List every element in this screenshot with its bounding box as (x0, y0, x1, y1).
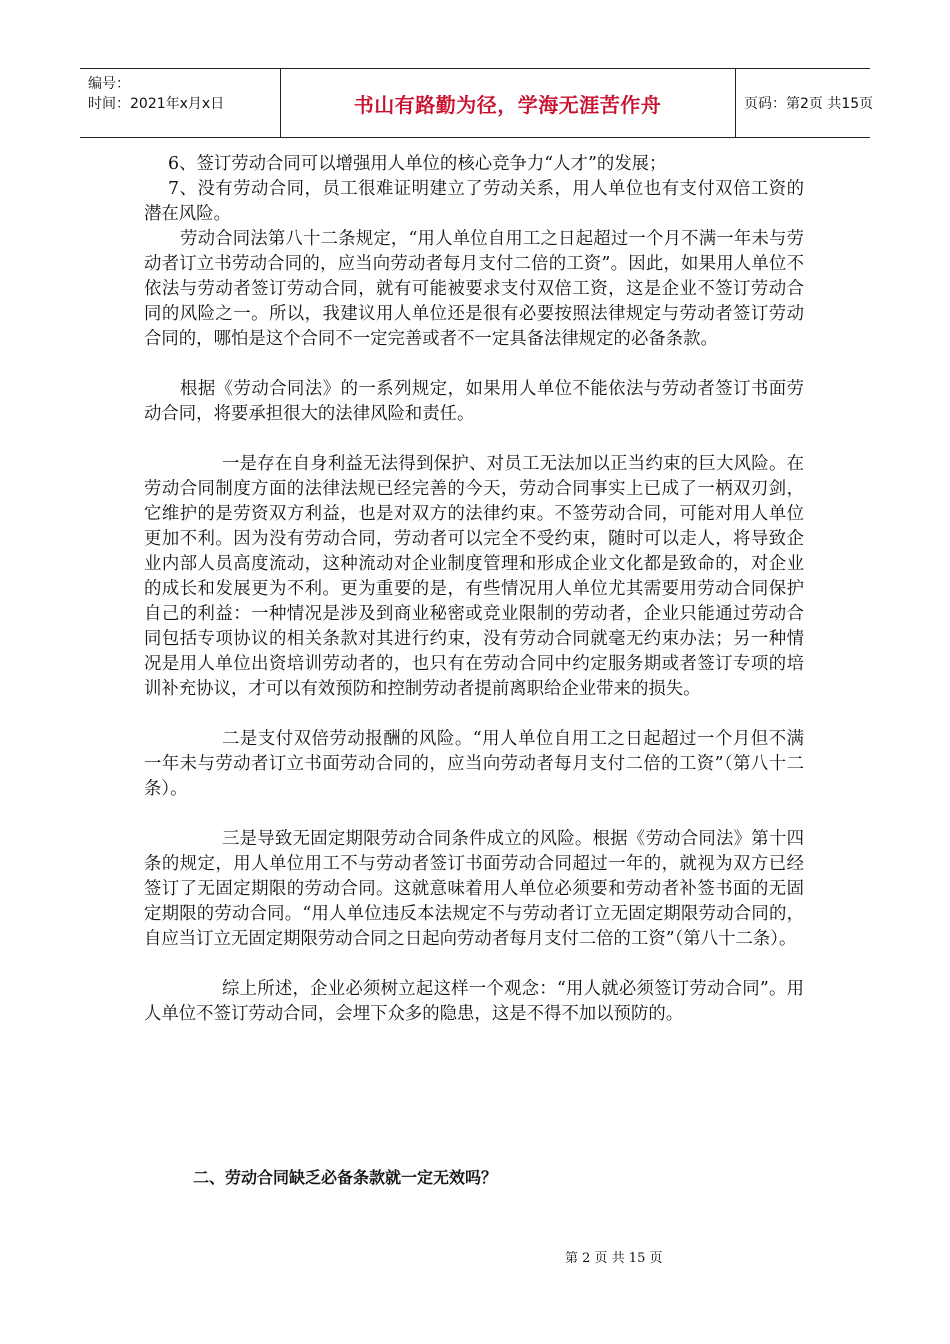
paragraph-risk-three: 三是导致无固定期限劳动合同条件成立的风险。根据《劳动合同法》第十四条的规定，用人单位用工不与劳动者签订书面劳动合同超过一年的，就视为双方已经签订了无固定期限的劳动合同。这就意味着用人单位必须要和劳动者补签书面的无固定期限的劳动合同。“用人单位违反本法规定不与劳动者订立无固定期限劳动合同的，自应当订立无固定期限劳动合同之日起向劳动者每月支付二倍的工资”（第八十二条）。 (144, 829, 804, 949)
paragraph-article-82: 劳动合同法第八十二条规定，“用人单位自用工之日起超过一个月不满一年未与劳动者订立书劳动合同的，应当向劳动者每月支付二倍的工资”。因此，如果用人单位不依法与劳动者签订劳动合同，就有可能被要求支付双倍工资，这是企业不签订劳动合同的风险之一。所以，我建议用人单位还是很有必要按照法律规定与劳动者签订劳动合同的，哪怕是这个合同不一定完善或者不一定具备法律规定的必备条款。 (144, 229, 804, 349)
list-item-6: 6、签订劳动合同可以增强用人单位的核心竞争力“人才”的发展； (168, 154, 667, 174)
header-page-cell (736, 69, 874, 137)
section-heading: 二、劳动合同缺乏必备条款就一定无效吗？ (193, 1168, 498, 1187)
page-footer: 第 2 页 共 15 页 (565, 1251, 663, 1266)
header-motto-cell (280, 69, 736, 137)
page-header (80, 68, 874, 138)
list-item-7: 7、没有劳动合同，员工很难证明建立了劳动关系，用人单位也有支付双倍工资的潜在风险。 (144, 179, 804, 224)
header-page-number: 页码：第2页 共15页 (744, 96, 874, 112)
document-date-label: 时间：2021年x月x日 (88, 96, 225, 112)
header-info-cell (80, 69, 281, 137)
header-motto: 书山有路勤为径，学海无涯苦作舟 (353, 92, 662, 117)
document-number-label: 编号： (88, 76, 130, 92)
paragraph-risk-one: 一是存在自身利益无法得到保护、对员工无法加以正当约束的巨大风险。在劳动合同制度方面的法律法规已经完善的今天，劳动合同事实上已成了一柄双刃剑，它维护的是劳资双方利益，也是对双方的法律约束。不签劳动合同，可能对用人单位更加不利。因为没有劳动合同，劳动者可以完全不受约束，随时可以走人，将导致企业内部人员高度流动，这种流动对企业制度管理和形成企业文化都是致命的，对企业的成长和发展更为不利。更为重要的是，有些情况用人单位尤其需要用劳动合同保护自己的利益：一种情况是涉及到商业秘密或竞业限制的劳动者，企业只能通过劳动合同包括专项协议的相关条款对其进行约束，没有劳动合同就毫无约束办法；另一种情况是用人单位出资培训劳动者的，也只有在劳动合同中约定服务期或者签订专项的培训补充协议，才可以有效预防和控制劳动者提前离职给企业带来的损失。 (144, 454, 804, 699)
paragraph-legal-risk-intro: 根据《劳动合同法》的一系列规定，如果用人单位不能依法与劳动者签订书面劳动合同，将要承担很大的法律风险和责任。 (144, 379, 804, 424)
document-body (144, 152, 804, 1027)
paragraph-conclusion: 综上所述，企业必须树立起这样一个观念：“用人就必须签订劳动合同”。用人单位不签订劳动合同，会埋下众多的隐患，这是不得不加以预防的。 (144, 979, 804, 1024)
paragraph-risk-two: 二是支付双倍劳动报酬的风险。“用人单位自用工之日起超过一个月但不满一年未与劳动者订立书面劳动合同的，应当向劳动者每月支付二倍的工资”（第八十二条）。 (144, 729, 804, 799)
